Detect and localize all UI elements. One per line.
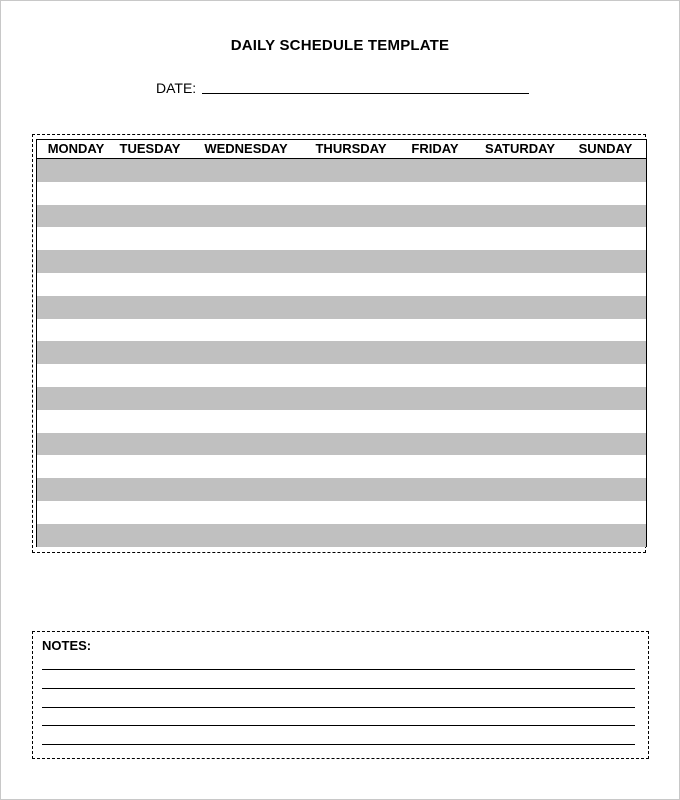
notes-box bbox=[32, 631, 649, 759]
note-line[interactable] bbox=[42, 725, 635, 726]
schedule-row[interactable] bbox=[37, 387, 646, 410]
schedule-row[interactable] bbox=[37, 182, 646, 205]
day-header-tuesday: TUESDAY bbox=[119, 141, 181, 156]
day-header-monday: MONDAY bbox=[47, 141, 105, 156]
date-label: DATE: bbox=[156, 80, 197, 96]
document-title: DAILY SCHEDULE TEMPLATE bbox=[230, 37, 450, 54]
schedule-row[interactable] bbox=[37, 364, 646, 387]
schedule-row[interactable] bbox=[37, 227, 646, 250]
schedule-row[interactable] bbox=[37, 273, 646, 296]
note-line[interactable] bbox=[42, 688, 635, 689]
note-line[interactable] bbox=[42, 707, 635, 708]
day-header-friday: FRIDAY bbox=[411, 141, 459, 156]
schedule-row[interactable] bbox=[37, 205, 646, 228]
schedule-row[interactable] bbox=[37, 433, 646, 456]
schedule-table bbox=[36, 139, 647, 547]
schedule-row[interactable] bbox=[37, 341, 646, 364]
note-line[interactable] bbox=[42, 744, 635, 745]
day-header-wednesday: WEDNESDAY bbox=[204, 141, 288, 156]
schedule-row[interactable] bbox=[37, 524, 646, 547]
schedule-row[interactable] bbox=[37, 319, 646, 342]
schedule-row[interactable] bbox=[37, 501, 646, 524]
note-line[interactable] bbox=[42, 669, 635, 670]
schedule-row[interactable] bbox=[37, 250, 646, 273]
schedule-row[interactable] bbox=[37, 410, 646, 433]
schedule-row[interactable] bbox=[37, 159, 646, 182]
day-header-row bbox=[37, 140, 646, 159]
day-header-saturday: SATURDAY bbox=[484, 141, 556, 156]
day-header-sunday: SUNDAY bbox=[578, 141, 633, 156]
schedule-row[interactable] bbox=[37, 296, 646, 319]
day-header-thursday: THURSDAY bbox=[315, 141, 387, 156]
schedule-row[interactable] bbox=[37, 478, 646, 501]
schedule-row[interactable] bbox=[37, 455, 646, 478]
schedule-table-frame bbox=[32, 134, 646, 553]
date-input-line[interactable] bbox=[202, 93, 529, 94]
notes-label: NOTES: bbox=[42, 638, 92, 653]
